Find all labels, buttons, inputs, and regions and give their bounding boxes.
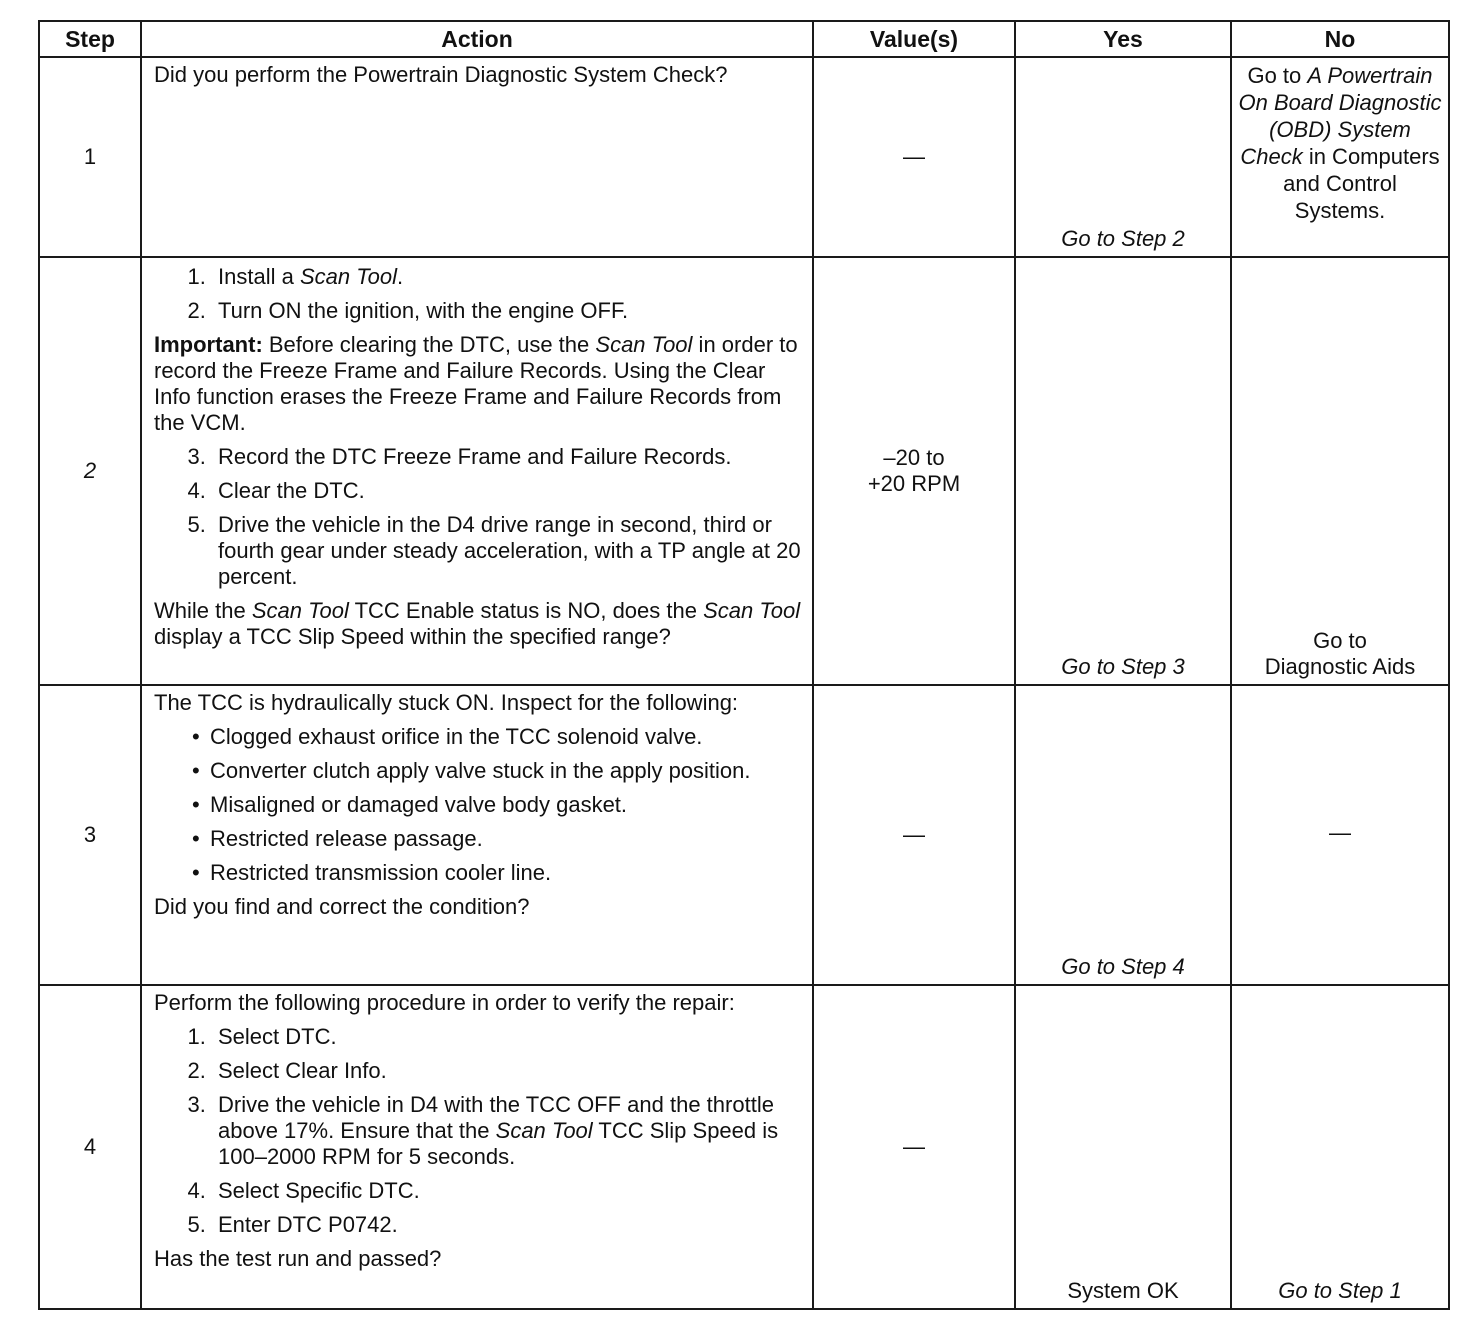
no-line: Diagnostic Aids xyxy=(1264,654,1416,679)
bullet-icon: • xyxy=(192,860,200,885)
step-text: Install a xyxy=(218,264,300,289)
action-intro: The TCC is hydraulically stuck ON. Inspect for the following: xyxy=(154,690,739,715)
list-item: 2. Select Clear Info. xyxy=(212,1058,802,1084)
value-line: +20 RPM xyxy=(867,471,961,496)
action-cell xyxy=(141,257,813,685)
no-link: A Powertrain On Board Diagnostic (OBD) System Check xyxy=(1238,63,1442,169)
important-text-end: in order to record the Freeze Frame and Failure Records. Using the Clear Info function erases the Freeze Frame and Failure Records from the VCM. xyxy=(154,332,798,435)
step-number: 2 xyxy=(39,257,141,685)
important-text: Before clearing the DTC, use the xyxy=(262,332,596,357)
no-suffix: in Computers and Control Systems. xyxy=(1283,144,1440,223)
no-cell xyxy=(1231,57,1449,257)
list-item: 3. Record the DTC Freeze Frame and Failure Records. xyxy=(212,444,802,470)
question-text: While the xyxy=(154,598,252,623)
no-cell: Go to Step 1 xyxy=(1231,985,1449,1309)
action-steps xyxy=(154,264,802,324)
list-item: 5. Enter DTC P0742. xyxy=(212,1212,802,1238)
scan-tool-term: Scan Tool xyxy=(703,598,801,623)
header-yes: Yes xyxy=(1015,21,1231,57)
list-item: 2. Turn ON the ignition, with the engine OFF. xyxy=(212,298,802,324)
yes-cell: System OK xyxy=(1015,985,1231,1309)
important-label: Important: xyxy=(154,332,263,357)
step-text-end: TCC Slip Speed is 100–2000 RPM for 5 seconds. xyxy=(218,1118,779,1169)
list-item xyxy=(192,826,802,852)
bullet-text: Restricted transmission cooler line. xyxy=(210,860,552,885)
step-text-end: . xyxy=(396,264,404,289)
step-number: 1 xyxy=(39,57,141,257)
list-item: 4. Select Specific DTC. xyxy=(212,1178,802,1204)
important-note xyxy=(154,332,802,436)
list-item xyxy=(192,724,802,750)
action-question: Did you perform the Powertrain Diagnostic System Check? xyxy=(154,62,728,87)
inspection-list xyxy=(154,724,802,886)
action-question: Did you find and correct the condition? xyxy=(154,894,530,919)
no-line: Go to xyxy=(1313,628,1367,653)
bullet-text: Misaligned or damaged valve body gasket. xyxy=(210,792,628,817)
value-cell: — xyxy=(813,685,1015,985)
header-step: Step xyxy=(39,21,141,57)
table-row xyxy=(39,985,1449,1309)
list-item xyxy=(212,264,802,290)
no-cell: — xyxy=(1231,685,1449,985)
action-cell xyxy=(141,685,813,985)
value-cell: — xyxy=(813,57,1015,257)
diagnostic-table xyxy=(38,20,1450,1310)
list-item: 5. Drive the vehicle in the D4 drive range in second, third or fourth gear under steady acceleration, with a TP angle at 20 percent. xyxy=(212,512,802,590)
bullet-text: Clogged exhaust orifice in the TCC solenoid valve. xyxy=(210,724,703,749)
action-cell xyxy=(141,985,813,1309)
scan-tool-term: Scan Tool xyxy=(299,264,397,289)
table-row xyxy=(39,685,1449,985)
bullet-text: Restricted release passage. xyxy=(210,826,483,851)
value-cell: — xyxy=(813,985,1015,1309)
step-number: 4 xyxy=(39,985,141,1309)
header-values: Value(s) xyxy=(813,21,1015,57)
value-cell xyxy=(813,257,1015,685)
scan-tool-term: Scan Tool xyxy=(495,1118,593,1143)
bullet-text: Converter clutch apply valve stuck in the apply position. xyxy=(210,758,751,783)
table-row xyxy=(39,57,1449,257)
no-prefix: Go to xyxy=(1247,63,1308,88)
scan-tool-term: Scan Tool xyxy=(251,598,349,623)
table-row xyxy=(39,257,1449,685)
step-text: Drive the vehicle in D4 with the TCC OFF and the throttle above 17%. Ensure that the xyxy=(218,1092,774,1143)
yes-cell: Go to Step 2 xyxy=(1015,57,1231,257)
action-steps xyxy=(154,444,802,590)
question-text: TCC Enable status is NO, does the xyxy=(348,598,704,623)
question-text: display a TCC Slip Speed within the specified range? xyxy=(154,624,671,649)
yes-cell: Go to Step 3 xyxy=(1015,257,1231,685)
action-intro: Perform the following procedure in order to verify the repair: xyxy=(154,990,735,1015)
list-item xyxy=(192,758,802,784)
header-no: No xyxy=(1231,21,1449,57)
bullet-icon: • xyxy=(192,826,200,851)
list-item xyxy=(192,792,802,818)
bullet-icon: • xyxy=(192,724,200,749)
action-question: Has the test run and passed? xyxy=(154,1246,442,1271)
bullet-icon: • xyxy=(192,758,200,783)
value-line: –20 to xyxy=(883,445,945,470)
list-item: 1. Select DTC. xyxy=(212,1024,802,1050)
list-item xyxy=(212,1092,802,1170)
action-question xyxy=(154,598,802,650)
no-cell xyxy=(1231,257,1449,685)
bullet-icon: • xyxy=(192,792,200,817)
list-item: 4. Clear the DTC. xyxy=(212,478,802,504)
header-action: Action xyxy=(141,21,813,57)
header-row xyxy=(39,21,1449,57)
scan-tool-term: Scan Tool xyxy=(595,332,693,357)
action-steps xyxy=(154,1024,802,1238)
step-number: 3 xyxy=(39,685,141,985)
list-item xyxy=(192,860,802,886)
action-cell xyxy=(141,57,813,257)
yes-cell: Go to Step 4 xyxy=(1015,685,1231,985)
